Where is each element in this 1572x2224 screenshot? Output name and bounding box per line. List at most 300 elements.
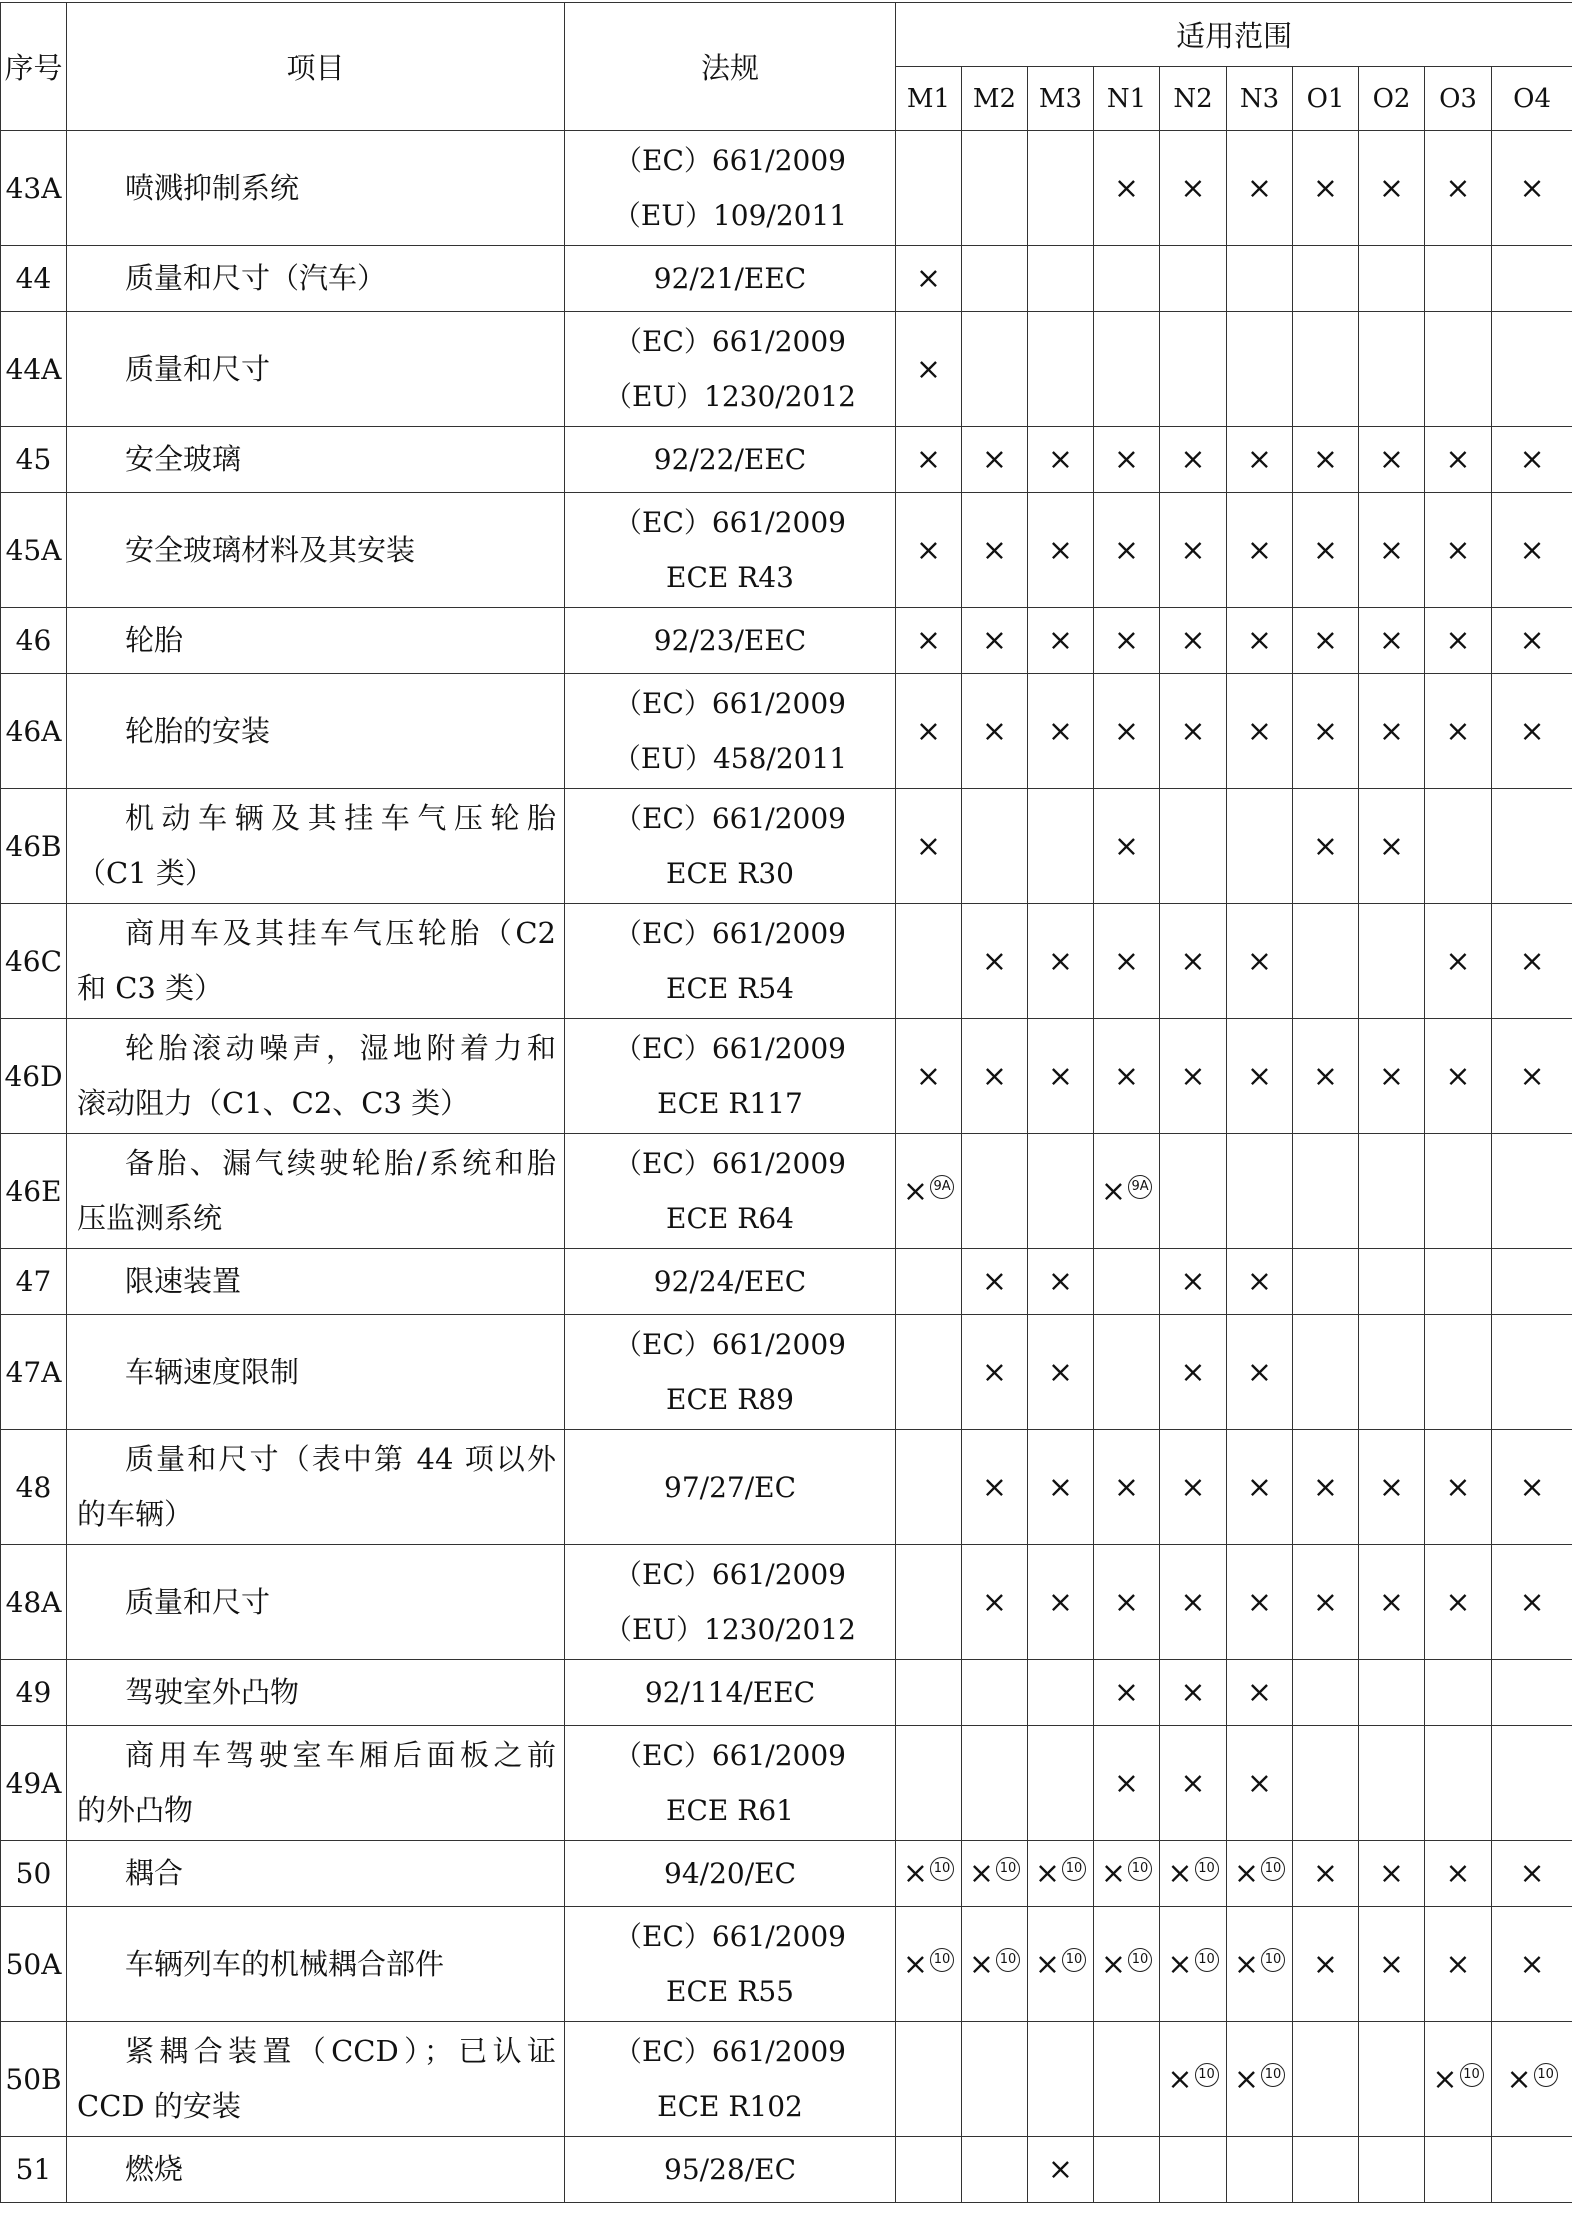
- regulation-cell: [565, 427, 896, 493]
- applicability-mark: ×: [1312, 713, 1339, 749]
- regulation-text: ECE R117: [657, 1087, 803, 1120]
- applicability-mark: ×: [1034, 1946, 1061, 1982]
- applicability-mark: ×: [1519, 1469, 1545, 1505]
- regulation-text: 94/20/EC: [664, 1857, 796, 1890]
- applicability-cell-o1: [1293, 1315, 1359, 1430]
- regulation-text: （EC）661/2009: [614, 1032, 846, 1065]
- regulation-text: ECE R61: [666, 1794, 794, 1827]
- applicability-mark: ×: [1047, 623, 1074, 658]
- table-row: [1, 1134, 1572, 1249]
- regulation-cell: [565, 1907, 896, 2022]
- applicability-mark: ×: [1233, 2061, 1260, 2097]
- applicability-mark: ×: [1246, 623, 1273, 658]
- applicability-cell-o3: [1425, 131, 1492, 246]
- footnote-marker: 10: [1261, 1857, 1285, 1881]
- applicability-mark: ×: [1312, 442, 1339, 477]
- item-cell: [67, 904, 565, 1019]
- regulation-cell: [565, 2022, 896, 2137]
- applicability-cell-m1: [896, 1545, 962, 1660]
- applicability-cell-o3: [1425, 493, 1492, 608]
- item-cell: [67, 312, 565, 427]
- applicability-cell-o4: [1492, 1249, 1572, 1315]
- header-seq: 序号: [1, 3, 67, 131]
- regulation-cell: [565, 904, 896, 1019]
- applicability-mark: ×: [1246, 1675, 1273, 1710]
- regulation-text: （EU）1230/2012: [604, 1613, 856, 1646]
- footnote-marker: 10: [1128, 1948, 1152, 1972]
- applicability-mark: ×: [1312, 1469, 1339, 1505]
- item-cell: [67, 427, 565, 493]
- applicability-mark: ×: [1312, 1946, 1339, 1982]
- applicability-mark: ×: [968, 1856, 995, 1891]
- applicability-cell-n1: [1094, 246, 1160, 312]
- applicability-cell-n2: [1160, 1726, 1227, 1841]
- applicability-cell-o2: [1359, 1660, 1425, 1726]
- applicability-mark: ×: [1113, 623, 1140, 658]
- applicability-cell-m2: [962, 1134, 1028, 1249]
- applicability-cell-m3: [1028, 1660, 1094, 1726]
- applicability-cell-n2: [1160, 1134, 1227, 1249]
- regulation-text: （EU）109/2011: [612, 199, 848, 232]
- applicability-mark: ×: [915, 532, 942, 568]
- table-row: [1, 312, 1572, 427]
- applicability-cell-m1: [896, 1430, 962, 1545]
- regulation-text: 95/28/EC: [664, 2153, 796, 2186]
- regulation-text: （EC）661/2009: [614, 1558, 846, 1591]
- table-row: [1, 2022, 1572, 2137]
- applicability-cell-o1: [1293, 1545, 1359, 1660]
- table-row: [1, 1249, 1572, 1315]
- item-cell: [67, 2137, 565, 2203]
- applicability-mark: ×: [1246, 1354, 1273, 1390]
- item-text: 商用车驾驶室车厢后面板之前: [125, 1738, 556, 1772]
- footnote-marker: 9A: [930, 1175, 954, 1199]
- regulation-text: （EC）661/2009: [614, 1739, 846, 1772]
- regulation-cell: [565, 674, 896, 789]
- applicability-mark: ×: [1180, 713, 1206, 749]
- applicability-cell-o3: [1425, 1660, 1492, 1726]
- footnote-marker: 10: [930, 1948, 954, 1972]
- applicability-cell-m1: [896, 1249, 962, 1315]
- applicability-mark: ×: [1378, 1856, 1405, 1891]
- applicability-cell-o1: [1293, 1134, 1359, 1249]
- regulation-text: ECE R89: [666, 1383, 794, 1416]
- regulation-cell: [565, 1315, 896, 1430]
- applicability-cell-n1: [1094, 1660, 1160, 1726]
- applicability-cell-n2: [1160, 1315, 1227, 1430]
- applicability-mark: ×: [981, 623, 1008, 658]
- applicability-mark: ×: [1378, 1584, 1405, 1620]
- applicability-mark: ×: [915, 442, 942, 477]
- applicability-cell-m1: [896, 1907, 962, 2022]
- applicability-mark: ×: [1312, 532, 1339, 568]
- applicability-mark: ×: [915, 713, 942, 749]
- applicability-mark: ×: [1378, 828, 1405, 864]
- seq-cell: 46D: [1, 1019, 67, 1134]
- applicability-mark: ×: [1519, 442, 1545, 477]
- applicability-cell-o1: [1293, 1726, 1359, 1841]
- applicability-mark: ×: [1312, 1058, 1339, 1094]
- regulation-cell: [565, 2137, 896, 2203]
- applicability-cell-o3: [1425, 2022, 1492, 2137]
- header-row: [1, 3, 1572, 67]
- applicability-mark: ×: [902, 1946, 929, 1982]
- footnote-marker: 10: [1534, 2063, 1558, 2087]
- applicability-cell-n2: [1160, 131, 1227, 246]
- applicability-cell-o2: [1359, 312, 1425, 427]
- header-regulation: 法规: [565, 3, 896, 131]
- applicability-cell-n2: [1160, 493, 1227, 608]
- applicability-cell-n3: [1227, 2022, 1293, 2137]
- applicability-cell-m2: [962, 2022, 1028, 2137]
- applicability-mark: ×: [902, 1173, 929, 1209]
- applicability-mark: ×: [1445, 713, 1471, 749]
- applicability-mark: ×: [1445, 1584, 1471, 1620]
- item-text: 轮胎的安装: [125, 713, 271, 748]
- applicability-cell-n1: [1094, 493, 1160, 608]
- header-category-m1: M1: [896, 67, 962, 131]
- applicability-cell-o1: [1293, 1430, 1359, 1545]
- applicability-cell-n2: [1160, 2022, 1227, 2137]
- table-row: [1, 904, 1572, 1019]
- header-category-o1: O1: [1293, 67, 1359, 131]
- applicability-cell-o2: [1359, 1841, 1425, 1907]
- footnote-marker: 10: [1195, 1857, 1219, 1881]
- item-text: 喷溅抑制系统: [125, 170, 300, 205]
- applicability-mark: ×: [1246, 1264, 1273, 1299]
- applicability-mark: ×: [1246, 1584, 1273, 1620]
- applicability-mark: ×: [1113, 1765, 1140, 1801]
- applicability-mark: ×: [1445, 532, 1471, 568]
- seq-cell: 49: [1, 1660, 67, 1726]
- applicability-cell-o1: [1293, 427, 1359, 493]
- regulation-text: （EC）661/2009: [614, 2035, 846, 2068]
- applicability-mark: ×: [981, 1469, 1008, 1505]
- applicability-cell-o3: [1425, 246, 1492, 312]
- applicability-cell-m2: [962, 1660, 1028, 1726]
- applicability-mark: ×: [1047, 1469, 1074, 1505]
- regulation-cell: [565, 246, 896, 312]
- applicability-cell-o1: [1293, 312, 1359, 427]
- regulation-text: （EU）458/2011: [612, 742, 848, 775]
- footnote-marker: 10: [1128, 1857, 1152, 1881]
- applicability-cell-m1: [896, 789, 962, 904]
- applicability-mark: ×: [915, 351, 942, 387]
- applicability-mark: ×: [981, 943, 1008, 979]
- regulation-cell: [565, 1545, 896, 1660]
- applicability-cell-o3: [1425, 674, 1492, 789]
- applicability-cell-o2: [1359, 789, 1425, 904]
- applicability-cell-o3: [1425, 1841, 1492, 1907]
- applicability-cell-o4: [1492, 131, 1572, 246]
- item-text: 车辆速度限制: [125, 1354, 300, 1389]
- applicability-cell-m2: [962, 1430, 1028, 1545]
- applicability-cell-m3: [1028, 312, 1094, 427]
- applicability-cell-o1: [1293, 789, 1359, 904]
- applicability-cell-n3: [1227, 1019, 1293, 1134]
- applicability-mark: ×: [1113, 1675, 1140, 1710]
- seq-cell: 45A: [1, 493, 67, 608]
- applicability-mark: ×: [1519, 713, 1545, 749]
- applicability-cell-o4: [1492, 493, 1572, 608]
- regulation-cell: [565, 312, 896, 427]
- item-cell: [67, 1430, 565, 1545]
- table-row: [1, 674, 1572, 789]
- applicability-mark: ×: [1113, 442, 1140, 477]
- item-cell: [67, 1841, 565, 1907]
- applicability-mark: ×: [1113, 1058, 1140, 1094]
- item-cell: [67, 131, 565, 246]
- applicability-mark: ×: [1113, 713, 1140, 749]
- applicability-mark: ×: [1047, 2152, 1074, 2187]
- applicability-mark: ×: [915, 1058, 942, 1094]
- table-row: [1, 1726, 1572, 1841]
- table-row: [1, 608, 1572, 674]
- item-text: 车辆列车的机械耦合部件: [125, 1946, 445, 1981]
- applicability-cell-o1: [1293, 1907, 1359, 2022]
- applicability-mark: ×: [1047, 1058, 1074, 1094]
- applicability-cell-o2: [1359, 1545, 1425, 1660]
- item-text: 备胎、漏气续驶轮胎/系统和胎: [125, 1146, 556, 1180]
- item-cell: [67, 789, 565, 904]
- header-category-n1: N1: [1094, 67, 1160, 131]
- applicability-cell-n1: [1094, 427, 1160, 493]
- applicability-cell-o1: [1293, 1019, 1359, 1134]
- applicability-mark: ×: [1312, 828, 1339, 864]
- applicability-cell-o3: [1425, 1019, 1492, 1134]
- applicability-cell-m1: [896, 2022, 962, 2137]
- applicability-cell-o2: [1359, 246, 1425, 312]
- applicability-cell-o2: [1359, 608, 1425, 674]
- seq-cell: 44: [1, 246, 67, 312]
- regulation-text: （EC）661/2009: [614, 1328, 846, 1361]
- applicability-cell-m2: [962, 427, 1028, 493]
- header-category-o4: O4: [1492, 67, 1572, 131]
- seq-cell: 48: [1, 1430, 67, 1545]
- applicability-cell-o2: [1359, 674, 1425, 789]
- applicability-cell-m1: [896, 427, 962, 493]
- applicability-cell-n3: [1227, 1660, 1293, 1726]
- item-cell: [67, 1660, 565, 1726]
- regulation-text: 92/22/EEC: [653, 443, 807, 476]
- applicability-mark: ×: [1312, 1856, 1339, 1891]
- applicability-cell-o2: [1359, 427, 1425, 493]
- applicability-cell-o3: [1425, 1430, 1492, 1545]
- applicability-mark: ×: [1445, 170, 1471, 206]
- applicability-mark: ×: [1100, 1173, 1127, 1209]
- applicability-cell-o1: [1293, 493, 1359, 608]
- item-cell: [67, 1019, 565, 1134]
- regulation-cell: [565, 1430, 896, 1545]
- applicability-cell-n3: [1227, 246, 1293, 312]
- applicability-cell-n1: [1094, 1249, 1160, 1315]
- applicability-cell-o4: [1492, 1841, 1572, 1907]
- applicability-cell-m1: [896, 904, 962, 1019]
- applicability-mark: ×: [1180, 943, 1206, 979]
- applicability-mark: ×: [981, 442, 1008, 477]
- regulation-text: 92/24/EEC: [653, 1265, 807, 1298]
- applicability-mark: ×: [1246, 1469, 1273, 1505]
- table-row: [1, 427, 1572, 493]
- applicability-mark: ×: [1312, 623, 1339, 658]
- applicability-mark: ×: [1445, 1058, 1471, 1094]
- seq-cell: 43A: [1, 131, 67, 246]
- applicability-cell-o4: [1492, 246, 1572, 312]
- regulation-cell: [565, 131, 896, 246]
- regulation-cell: [565, 789, 896, 904]
- regulation-text: ECE R64: [666, 1202, 794, 1235]
- applicability-cell-m1: [896, 131, 962, 246]
- applicability-cell-n2: [1160, 427, 1227, 493]
- applicability-cell-n1: [1094, 131, 1160, 246]
- table-row: [1, 1660, 1572, 1726]
- item-text: 机动车辆及其挂车气压轮胎: [125, 801, 556, 835]
- footnote-marker: 10: [1195, 1948, 1219, 1972]
- applicability-mark: ×: [1246, 532, 1273, 568]
- applicability-cell-n1: [1094, 608, 1160, 674]
- regulation-text: （EC）661/2009: [614, 917, 846, 950]
- applicability-cell-m2: [962, 246, 1028, 312]
- applicability-cell-n1: [1094, 2137, 1160, 2203]
- applicability-mark: ×: [1180, 1584, 1206, 1620]
- seq-cell: 46: [1, 608, 67, 674]
- applicability-cell-o4: [1492, 904, 1572, 1019]
- footnote-marker: 10: [996, 1948, 1020, 1972]
- applicability-cell-o3: [1425, 2137, 1492, 2203]
- applicability-cell-o2: [1359, 493, 1425, 608]
- applicability-cell-m3: [1028, 246, 1094, 312]
- applicability-cell-m2: [962, 1841, 1028, 1907]
- regulation-cell: [565, 1134, 896, 1249]
- table-row: [1, 1430, 1572, 1545]
- applicability-mark: ×: [1519, 1946, 1545, 1982]
- applicability-mark: ×: [1167, 1856, 1193, 1891]
- applicability-cell-m3: [1028, 1249, 1094, 1315]
- applicability-cell-o3: [1425, 427, 1492, 493]
- applicability-cell-n1: [1094, 789, 1160, 904]
- applicability-cell-m3: [1028, 1430, 1094, 1545]
- applicability-mark: ×: [1113, 1469, 1140, 1505]
- applicability-mark: ×: [968, 1946, 995, 1982]
- applicability-cell-m2: [962, 1545, 1028, 1660]
- table-row: [1, 493, 1572, 608]
- applicability-cell-n3: [1227, 674, 1293, 789]
- applicability-mark: ×: [1047, 1354, 1074, 1390]
- applicability-mark: ×: [915, 261, 942, 296]
- applicability-mark: ×: [1180, 170, 1206, 206]
- item-text: 质量和尺寸: [125, 1584, 271, 1619]
- table-row: [1, 1907, 1572, 2022]
- applicability-cell-o4: [1492, 1660, 1572, 1726]
- item-cell: [67, 674, 565, 789]
- applicability-cell-m3: [1028, 1019, 1094, 1134]
- applicability-mark: ×: [1378, 623, 1405, 658]
- item-text: （C1 类）: [77, 856, 214, 890]
- regulation-cell: [565, 608, 896, 674]
- item-text: 和 C3 类）: [77, 971, 224, 1005]
- applicability-mark: ×: [981, 1058, 1008, 1094]
- item-text: 滚动阻力（C1、C2、C3 类）: [77, 1086, 470, 1120]
- footnote-marker: 10: [1261, 1948, 1285, 1972]
- header-item: 项目: [67, 3, 565, 131]
- applicability-cell-m3: [1028, 1134, 1094, 1249]
- applicability-mark: ×: [1047, 1264, 1074, 1299]
- applicability-cell-m1: [896, 312, 962, 427]
- applicability-cell-m3: [1028, 1726, 1094, 1841]
- applicability-cell-o4: [1492, 1019, 1572, 1134]
- item-cell: [67, 1726, 565, 1841]
- regulation-text: （EC）661/2009: [614, 144, 846, 177]
- applicability-cell-n2: [1160, 246, 1227, 312]
- applicability-cell-n2: [1160, 1019, 1227, 1134]
- applicability-mark: ×: [1233, 1856, 1260, 1891]
- item-text: 的外凸物: [77, 1793, 194, 1827]
- item-cell: [67, 1315, 565, 1430]
- applicability-mark: ×: [1445, 442, 1471, 477]
- applicability-cell-m2: [962, 312, 1028, 427]
- applicability-cell-n3: [1227, 493, 1293, 608]
- applicability-mark: ×: [1047, 713, 1074, 749]
- applicability-cell-o1: [1293, 674, 1359, 789]
- seq-cell: 45: [1, 427, 67, 493]
- seq-cell: 50A: [1, 1907, 67, 2022]
- applicability-cell-n1: [1094, 904, 1160, 1019]
- applicability-mark: ×: [1047, 532, 1074, 568]
- table-row: [1, 1019, 1572, 1134]
- applicability-cell-o3: [1425, 312, 1492, 427]
- applicability-cell-n3: [1227, 131, 1293, 246]
- applicability-cell-n1: [1094, 312, 1160, 427]
- applicability-cell-o4: [1492, 1726, 1572, 1841]
- regulation-text: （EU）1230/2012: [604, 380, 856, 413]
- applicability-cell-n2: [1160, 1841, 1227, 1907]
- applicability-mark: ×: [1519, 170, 1545, 206]
- seq-cell: 47A: [1, 1315, 67, 1430]
- table-row: [1, 789, 1572, 904]
- applicability-cell-m1: [896, 246, 962, 312]
- applicability-cell-o3: [1425, 1249, 1492, 1315]
- item-text: 质量和尺寸: [125, 351, 271, 386]
- applicability-mark: ×: [1506, 2061, 1532, 2097]
- seq-cell: 46B: [1, 789, 67, 904]
- applicability-cell-n3: [1227, 1430, 1293, 1545]
- applicability-mark: ×: [1519, 532, 1545, 568]
- applicability-mark: ×: [1445, 1469, 1471, 1505]
- applicability-cell-m1: [896, 1134, 962, 1249]
- applicability-mark: ×: [981, 1264, 1008, 1299]
- item-text: CCD 的安装: [77, 2089, 241, 2123]
- regulation-text: 92/21/EEC: [653, 262, 807, 295]
- seq-cell: 49A: [1, 1726, 67, 1841]
- applicability-mark: ×: [981, 713, 1008, 749]
- applicability-cell-o3: [1425, 904, 1492, 1019]
- applicability-cell-n2: [1160, 1249, 1227, 1315]
- applicability-mark: ×: [915, 623, 942, 658]
- header-category-o3: O3: [1425, 67, 1492, 131]
- applicability-mark: ×: [1378, 1469, 1405, 1505]
- applicability-cell-n3: [1227, 312, 1293, 427]
- applicability-mark: ×: [1519, 1058, 1545, 1094]
- table-row: [1, 246, 1572, 312]
- applicability-cell-m2: [962, 608, 1028, 674]
- applicability-mark: ×: [981, 532, 1008, 568]
- applicability-cell-m2: [962, 674, 1028, 789]
- applicability-cell-n3: [1227, 2137, 1293, 2203]
- header-category-o2: O2: [1359, 67, 1425, 131]
- seq-cell: 44A: [1, 312, 67, 427]
- applicability-cell-n1: [1094, 1907, 1160, 2022]
- applicability-cell-o2: [1359, 131, 1425, 246]
